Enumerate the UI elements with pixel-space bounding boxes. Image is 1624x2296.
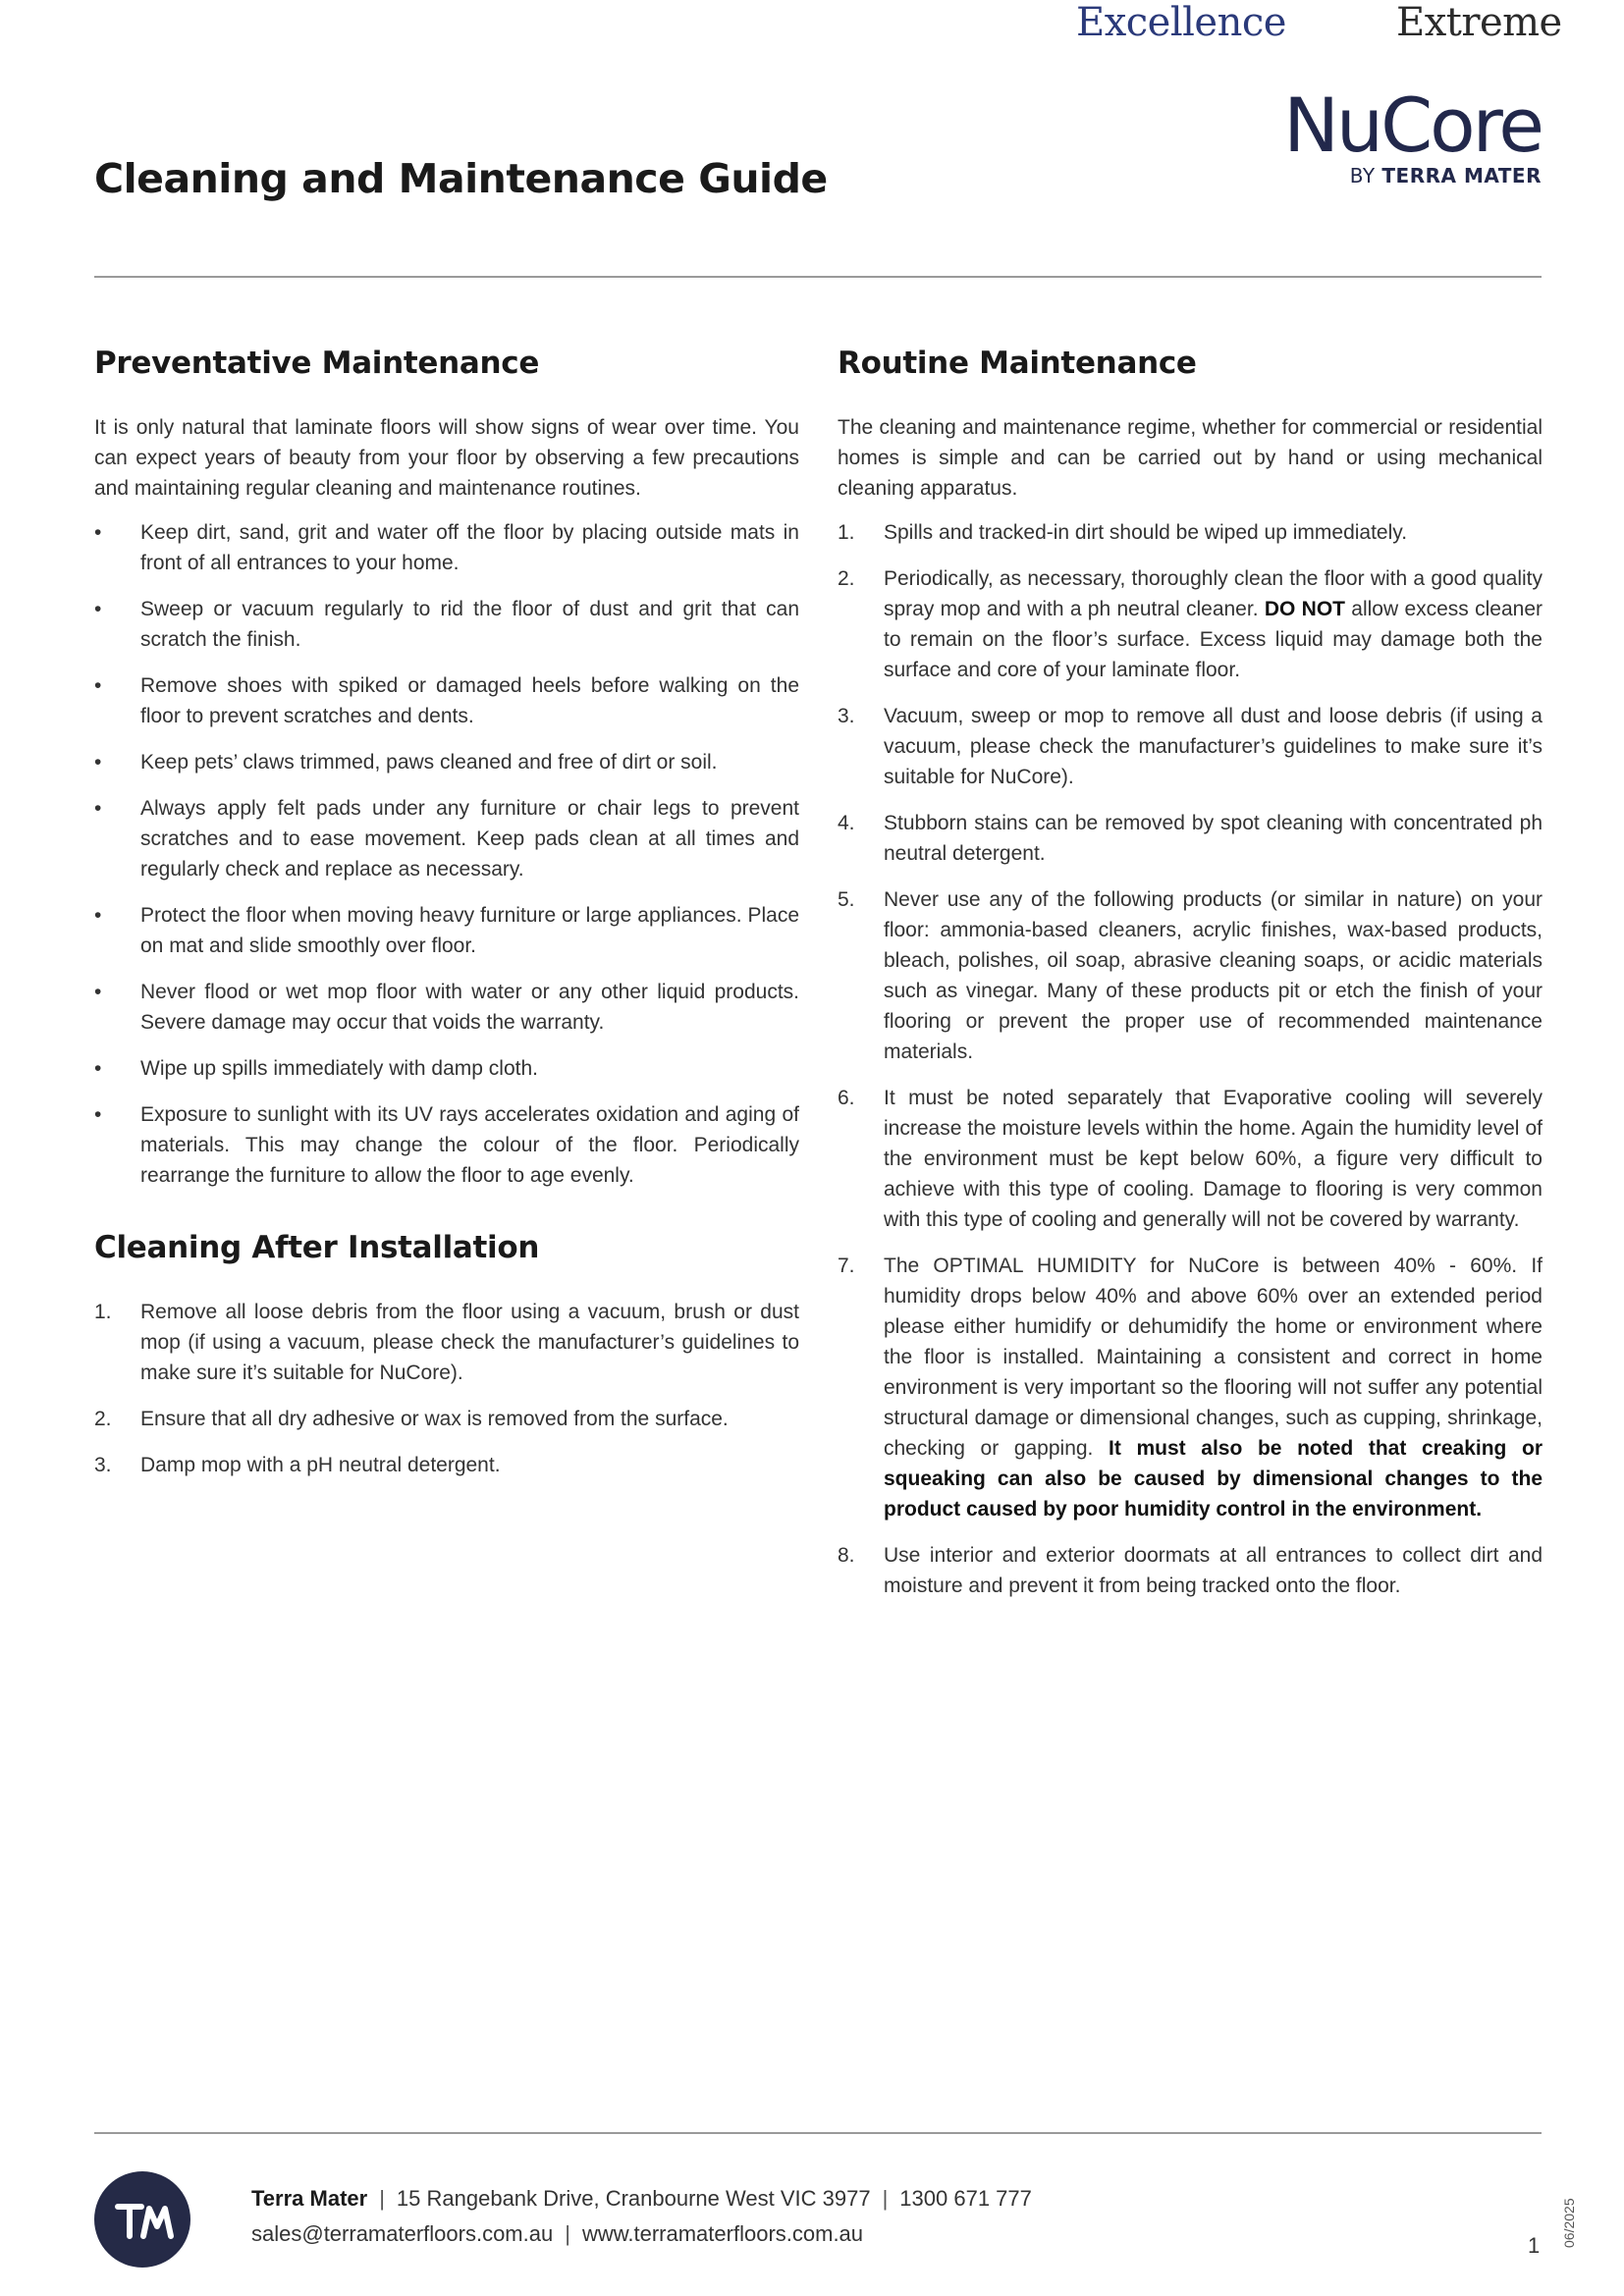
right-column — [838, 344, 1543, 1617]
list-item — [838, 884, 1543, 1067]
bullet-marker: • — [94, 598, 102, 620]
footer-contact-line-1 — [251, 2186, 1032, 2212]
list-number: 2. — [94, 1408, 112, 1430]
after-installation-list — [94, 1297, 799, 1480]
date-code: 06/2025 — [1561, 2198, 1577, 2248]
footer-email-link[interactable]: sales@terramaterfloors.com.au — [251, 2221, 554, 2246]
list-number: 6. — [838, 1087, 855, 1109]
brand-logo — [1283, 81, 1542, 187]
list-item-text: Stubborn stains can be removed by spot cleaning with concentrated ph neutral detergent. — [884, 812, 1543, 865]
list-item — [94, 670, 799, 731]
list-item — [838, 517, 1543, 548]
list-item — [838, 1083, 1543, 1235]
list-item-text: Remove all loose debris from the floor using a vacuum, brush or dust mop (if using a vacuum, please check the manufacturer’s guidelines to make sure it’s suitable for NuCore). — [140, 1301, 799, 1384]
bullet-marker: • — [94, 674, 102, 697]
routine-list — [838, 517, 1543, 1601]
list-item-text: Keep dirt, sand, grit and water off the floor by placing outside mats in front of all entrances to your home. — [140, 521, 799, 574]
bullet-marker: • — [94, 1057, 102, 1080]
list-item — [94, 1450, 799, 1480]
header-divider — [94, 276, 1542, 278]
list-item-text: Damp mop with a pH neutral detergent. — [140, 1454, 501, 1476]
list-item — [838, 1251, 1543, 1524]
list-item — [838, 1540, 1543, 1601]
footer-separator: | — [882, 2186, 889, 2211]
footer-company: Terra Mater — [251, 2186, 368, 2211]
bullet-marker: • — [94, 981, 102, 1003]
left-column — [94, 344, 799, 1496]
footer-website-link[interactable]: www.terramaterfloors.com.au — [581, 2221, 864, 2246]
list-item — [838, 563, 1543, 685]
list-item — [94, 900, 799, 961]
list-number: 5. — [838, 888, 855, 911]
list-item-text: Sweep or vacuum regularly to rid the floor of dust and grit that can scratch the finish. — [140, 598, 799, 651]
list-number: 8. — [838, 1544, 855, 1567]
bullet-marker: • — [94, 797, 102, 820]
terra-mater-logo-icon — [94, 2171, 190, 2268]
list-item-text: Protect the floor when moving heavy furniture or large appliances. Place on mat and slide smoothly over floor. — [140, 904, 799, 957]
footer-address: 15 Rangebank Drive, Cranbourne West VIC 3977 — [396, 2186, 871, 2211]
collection-excellence: Excellence — [1076, 0, 1286, 45]
list-item-text: Keep pets’ claws trimmed, paws cleaned and free of dirt or soil. — [140, 751, 718, 774]
after-installation-heading: Cleaning After Installation — [94, 1230, 540, 1265]
footer-separator: | — [379, 2186, 385, 2211]
footer-separator: | — [565, 2221, 570, 2246]
list-item — [838, 701, 1543, 792]
list-item-text: Periodically, as necessary, thoroughly clean the floor with a good quality spray mop and with a ph neutral cleaner. — [884, 567, 1543, 620]
list-number: 3. — [94, 1454, 112, 1476]
footer-contact-line-2 — [251, 2221, 863, 2247]
list-item-text: It must be noted separately that Evaporative cooling will severely increase the moisture levels within the home. Again the humidity level of the environment must be kept below 60%, a figure very difficult to achieve with this type of cooling. Damage to flooring is very common with this type of cooling and generally will not be covered by warranty. — [884, 1087, 1543, 1231]
routine-heading: Routine Maintenance — [838, 346, 1197, 381]
list-number: 7. — [838, 1255, 855, 1277]
list-number: 3. — [838, 705, 855, 727]
list-item — [94, 1404, 799, 1434]
list-number: 2. — [838, 567, 855, 590]
list-item — [94, 594, 799, 655]
list-item-text: Exposure to sunlight with its UV rays accelerates oxidation and aging of materials. This may change the colour of the floor. Periodically rearrange the furniture to allow the floor to age evenly. — [140, 1103, 799, 1187]
list-item-text: Ensure that all dry adhesive or wax is removed from the surface. — [140, 1408, 729, 1430]
bullet-marker: • — [94, 751, 102, 774]
brand-company: TERRA MATER — [1381, 164, 1542, 187]
list-item-emphasis: DO NOT — [1264, 598, 1345, 620]
list-item-text: Remove shoes with spiked or damaged heels before walking on the floor to prevent scratches and dents. — [140, 674, 799, 727]
list-item-text: The OPTIMAL HUMIDITY for NuCore is between 40% - 60%. If humidity drops below 40% and above 60% over an extended period please either humidify or dehumidify the home or environment where the floor is installed. Maintaining a consistent and correct in home environment is very important so the flooring will not suffer any potential structural damage or dimensional changes, such as cupping, shrinkage, checking or gapping. — [884, 1255, 1543, 1460]
list-number: 1. — [94, 1301, 112, 1323]
routine-intro: The cleaning and maintenance regime, whether for commercial or residential homes is simple and can be carried out by hand or using mechanical cleaning apparatus. — [838, 416, 1543, 500]
list-item-text: Never use any of the following products (or similar in nature) on your floor: ammonia-based cleaners, acrylic finishes, wax-based products, bleach, polishes, oil soap, abrasive cleaning soaps, or acidic materials such as vinegar. Many of these products pit or etch the finish of your flooring or prevent the proper use of recommended maintenance materials. — [884, 888, 1543, 1063]
list-item — [94, 977, 799, 1038]
list-item — [94, 1099, 799, 1191]
list-item-text: Wipe up spills immediately with damp cloth. — [140, 1057, 538, 1080]
list-item — [94, 1053, 799, 1084]
footer-divider — [94, 2132, 1542, 2134]
preventative-intro: It is only natural that laminate floors will show signs of wear over time. You can expect years of beauty from your floor by observing a few precautions and maintaining regular cleaning and maintenance routines. — [94, 416, 799, 500]
list-item-emphasis: It must also be noted that creaking or squeaking can also be caused by dimensional changes to the product caused by poor humidity control in the environment. — [884, 1437, 1543, 1521]
list-item — [94, 747, 799, 777]
list-item-text: Always apply felt pads under any furniture or chair legs to prevent scratches and to ease movement. Keep pads clean at all times and regularly check and replace as necessary. — [140, 797, 799, 881]
collection-extreme: Extreme — [1396, 0, 1562, 45]
list-item — [94, 517, 799, 578]
document-title: Cleaning and Maintenance Guide — [94, 155, 828, 202]
bullet-marker: • — [94, 904, 102, 927]
bullet-marker: • — [94, 521, 102, 544]
list-item-text: allow excess cleaner to remain on the floor’s surface. Excess liquid may damage both the surface and core of your laminate floor. — [884, 598, 1543, 681]
brand-by: BY — [1349, 164, 1376, 187]
preventative-heading: Preventative Maintenance — [94, 346, 540, 381]
list-number: 4. — [838, 812, 855, 834]
list-item-text: Use interior and exterior doormats at all entrances to collect dirt and moisture and prevent it from being tracked onto the floor. — [884, 1544, 1543, 1597]
tm-monogram-icon — [94, 2171, 190, 2268]
list-item — [94, 1297, 799, 1388]
list-number: 1. — [838, 521, 855, 544]
preventative-list — [94, 517, 799, 1191]
footer-phone[interactable]: 1300 671 777 — [899, 2186, 1032, 2211]
list-item — [94, 793, 799, 884]
list-item — [838, 808, 1543, 869]
list-item-text: Vacuum, sweep or mop to remove all dust and loose debris (if using a vacuum, please check the manufacturer’s guidelines to make sure it’s suitable for NuCore). — [884, 705, 1543, 788]
list-item-text: Never flood or wet mop floor with water or any other liquid products. Severe damage may occur that voids the warranty. — [140, 981, 799, 1034]
brand-name: NuCore — [1283, 81, 1542, 169]
page-number: 1 — [1528, 2233, 1541, 2258]
list-item-text: Spills and tracked-in dirt should be wiped up immediately. — [884, 521, 1408, 544]
bullet-marker: • — [94, 1103, 102, 1126]
